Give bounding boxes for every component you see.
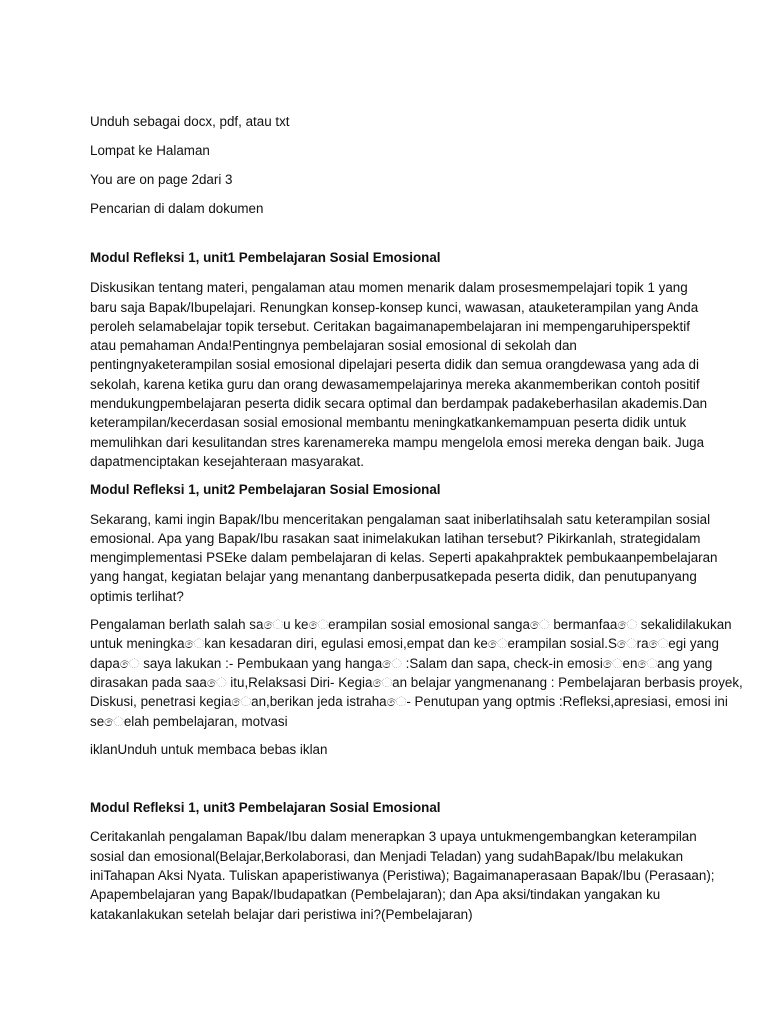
text-line: Pengalaman berlath salah saෙu keෙerampilan sosial emosional sangaෙ bermanfaaෙ sekalidilakukan	[90, 617, 732, 633]
text-line: memulihkan dari kesulitandan stres karenamereka mampu mengelola emosi mereka dengan baik. Juga	[90, 434, 705, 450]
text-line: peroleh selamabelajar topik tersebut. Ceritakan bagaimanapembelajaran ini mempengaruhiperspektif	[90, 318, 690, 334]
text-line: Apapembelajaran yang Bapak/Ibudapatkan (Pembelajaran); dan Apa aksi/tindakan yangakan ku	[90, 887, 661, 903]
text-line: mendukungpembelajaran peserta didik secara optimal dan berdampak padakeberhasilan akademis.Dan	[90, 396, 708, 412]
text-line: Diskusikan tentang materi, pengalaman atau momen menarik dalam prosesmempelajari topik 1 yang	[90, 280, 688, 296]
search-in-document-link[interactable]: Pencarian di dalam dokumen	[90, 201, 264, 216]
text-line: yang hangat, kegiatan belajar yang menantang danberpusatkepada peserta didik, dan penutupanyang	[90, 569, 697, 585]
text-line: katakanlakukan setelah belajar dari peristiwa ini?(Pembelajaran)	[90, 906, 473, 922]
text-line: keterampilan/kecerdasan sosial emosional membantu meningkatkankemampuan peserta didik untuk	[90, 415, 687, 431]
text-line: iniTahapan Aksi Nyata. Tuliskan apaperistiwanya (Peristiwa); Bagaimanaperasaan Bapak/Ibu (Perasaan);	[90, 868, 715, 884]
text-line: optimis terlihat?	[90, 588, 184, 604]
text-line: mengimplementasi PSEke dalam pembelajaran di kelas. Seperti apakahpraktek pembukaanpembelajaran	[90, 550, 718, 566]
section-heading-unit1: Modul Refleksi 1, unit1 Pembelajaran Sosial Emosional	[90, 250, 441, 265]
document-page	[90, 112, 743, 924]
text-line: seෙelah pembelajaran, motvasi	[90, 713, 288, 729]
text-line: Sekarang, kami ingin Bapak/Ibu menceritakan pengalaman saat iniberlatihsalah satu keterampilan sosial	[90, 511, 711, 527]
text-line: emosional. Apa yang Bapak/Ibu rasakan saat inimelakukan latihan tersebut? Pikirkanlah, strategidalam	[90, 530, 701, 546]
section-heading-unit2: Modul Refleksi 1, unit2 Pembelajaran Sosial Emosional	[90, 482, 441, 498]
section-heading-unit3: Modul Refleksi 1, unit3 Pembelajaran Sosial Emosional	[90, 800, 441, 816]
section-paragraph-unit1	[90, 278, 708, 471]
text-line: baru saja Bapak/Ibupelajari. Renungkan konsep-konsep kunci, wawasan, atauketerampilan yang Anda	[90, 299, 699, 315]
text-line: dapaෙ saya lakukan :- Pembukaan yang hangaෙ :Salam dan sapa, check-in emosiෙenෙang yang	[90, 655, 713, 671]
section-paragraph-unit3	[90, 827, 715, 923]
text-line: dapatmenciptakan kesejahteraan masyarakat.	[90, 453, 364, 469]
text-line: Diskusi, penetrasi kegiaෙan,berikan jeda istrahaෙ- Penutupan yang optmis :Refleksi,apresiasi, emosi ini	[90, 694, 728, 710]
text-line: Ceritakanlah pengalaman Bapak/Ibu dalam menerapkan 3 upaya untukmengembangkan keterampilan	[90, 829, 697, 845]
text-line: dirasakan pada saaෙ itu,Relaksasi Diri- Kegiaෙan belajar yangmenanang : Pembelajaran berbasis proyek,	[90, 674, 743, 690]
text-line: atau pemahaman Anda!Pentingnya pembelajaran sosial emosional di sekolah dan	[90, 338, 577, 354]
download-link[interactable]: Unduh sebagai docx, pdf, atau txt	[90, 114, 290, 129]
section-paragraph-unit2-b	[90, 615, 743, 731]
page-indicator: You are on page 2dari 3	[90, 172, 233, 187]
ad-free-download-link[interactable]: iklanUnduh untuk membaca bebas iklan	[90, 741, 328, 757]
text-line: pentingnyaketerampilan sosial emosional dipelajari peserta didik dan semua orangdewasa yang ada di	[90, 357, 699, 373]
text-line: sekolah, karena ketika guru dan orang dewasamempelajarinya mereka akanmemberikan contoh positif	[90, 376, 700, 392]
text-line: sosial dan emosional(Belajar,Berkolaborasi, dan Menjadi Teladan) yang sudahBapak/Ibu melakukan	[90, 848, 684, 864]
section-paragraph-unit2-a	[90, 510, 718, 606]
text-line: untuk meningkaෙkan kesadaran diri, egulasi emosi,empat dan keෙerampilan sosial.Sෙraෙegi yang	[90, 636, 719, 652]
jump-to-page-link[interactable]: Lompat ke Halaman	[90, 143, 210, 158]
